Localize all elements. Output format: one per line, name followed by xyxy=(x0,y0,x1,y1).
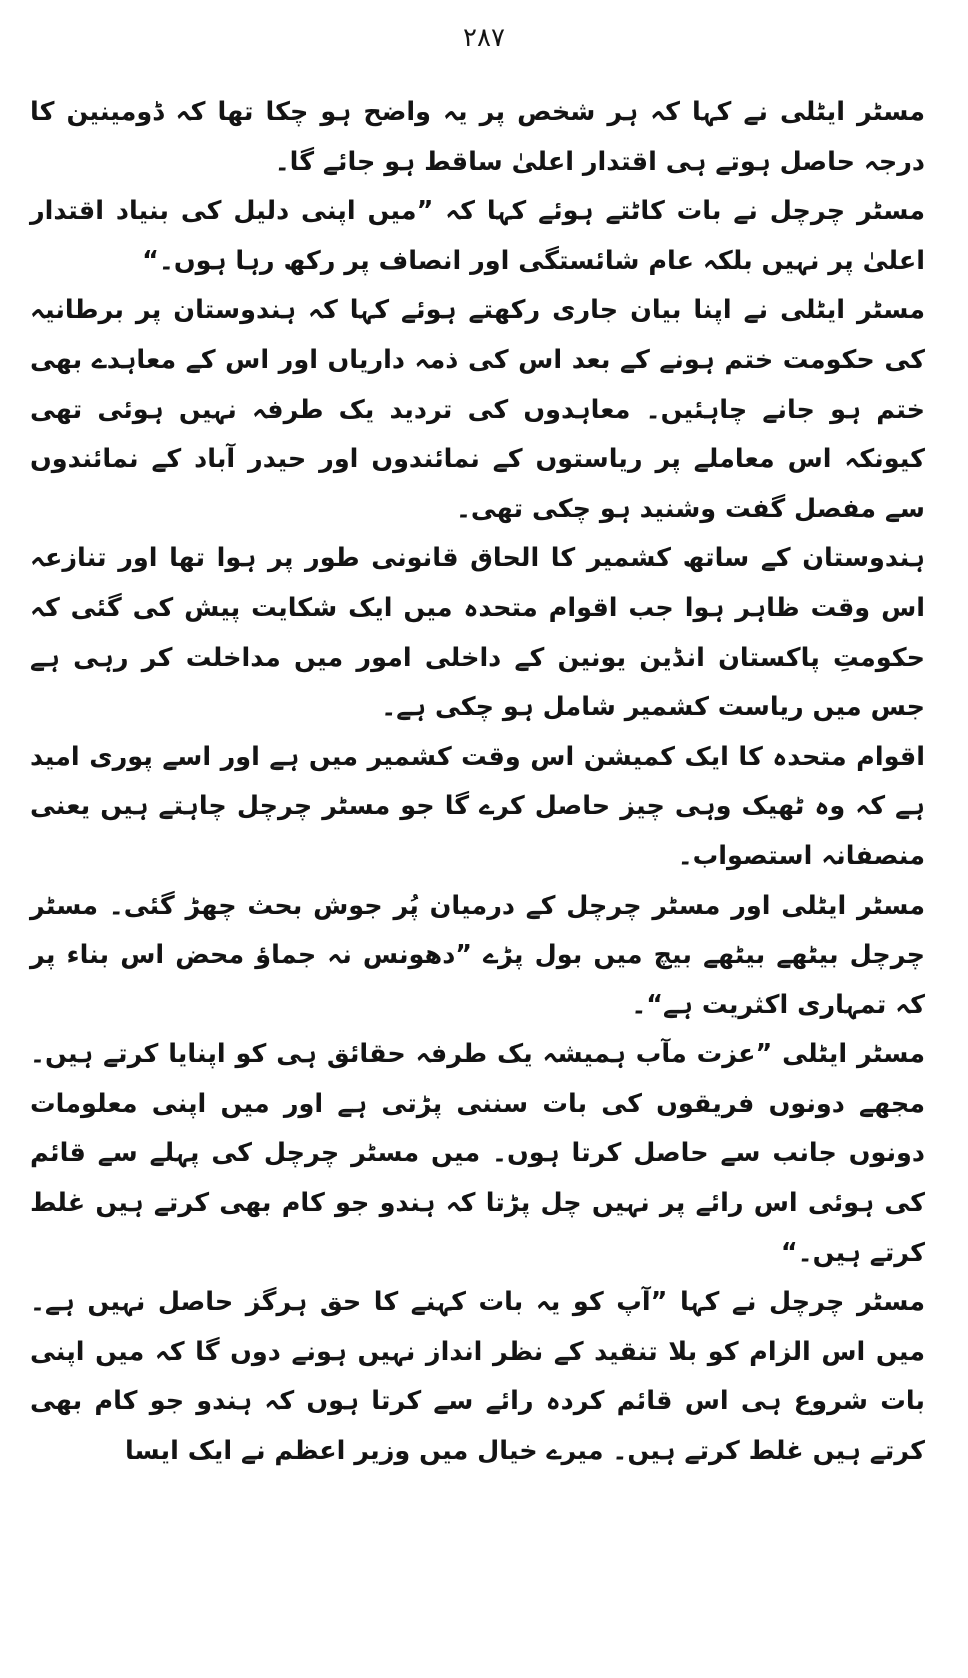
paragraph-3: مسٹر ایٹلی نے اپنا بیان جاری رکھتے ہوئے کہا کہ ہندوستان پر برطانیہ کی حکومت ختم ہونے کے بعد اس کی ذمہ داریاں اور اس کے معاہدے بھی ختم ہو جانے چاہئیں۔ معاہدوں کی تردید یک طرفہ نہیں ہوئی تھی کیونکہ اس معاملے پر ریاستوں کے نمائندوں اور حیدر آباد کے نمائندوں سے مفصل گفت وشنید ہو چکی تھی۔ xyxy=(30,295,925,524)
paragraph-6: مسٹر ایٹلی اور مسٹر چرچل کے درمیان پُر جوش بحث چھڑ گئی۔ مسٹر چرچل بیٹھے بیٹھے بیچ میں بول پڑے ”دھونس نہ جماؤ محض اس بناء پر کہ تمہاری اکثریت ہے“۔ xyxy=(30,890,925,1020)
page-body xyxy=(30,88,925,1477)
paragraph-8: مسٹر چرچل نے کہا ”آپ کو یہ بات کہنے کا حق ہرگز حاصل نہیں ہے۔ میں اس الزام کو بلا تنقید کے نظر انداز نہیں ہونے دوں گا کہ میں اپنی بات شروع ہی اس قائم کردہ رائے سے کرتا ہوں کہ ہندو جو کام بھی کرتے ہیں غلط کرتے ہیں۔ میرے خیال میں وزیر اعظم نے ایک ایسا xyxy=(30,1287,925,1467)
paragraph-5: اقوام متحدہ کا ایک کمیشن اس وقت کشمیر میں ہے اور اسے پوری امید ہے کہ وہ ٹھیک وہی چیز حاصل کرے گا جو مسٹر چرچل چاہتے ہیں یعنی منصفانہ استصواب۔ xyxy=(30,741,925,871)
paragraph-7: مسٹر ایٹلی ”عزت مآب ہمیشہ یک طرفہ حقائق ہی کو اپنایا کرتے ہیں۔ مجھے دونوں فریقوں کی بات سننی پڑتی ہے اور میں اپنی معلومات دونوں جانب سے حاصل کرتا ہوں۔ میں مسٹر چرچل کی پہلے سے قائم کی ہوئی اس رائے پر نہیں چل پڑتا کہ ہندو جو کام بھی کرتے ہیں غلط کرتے ہیں۔“ xyxy=(30,1039,925,1268)
paragraph-1: مسٹر ایٹلی نے کہا کہ ہر شخص پر یہ واضح ہو چکا تھا کہ ڈومینین کا درجہ حاصل ہوتے ہی اقتدار اعلیٰ ساقط ہو جائے گا۔ xyxy=(30,97,925,177)
paragraph-4: ہندوستان کے ساتھ کشمیر کا الحاق قانونی طور پر ہوا تھا اور تنازعہ اس وقت ظاہر ہوا جب اقوام متحدہ میں ایک شکایت پیش کی گئی کہ حکومتِ پاکستان انڈین یونین کے داخلی امور میں مداخلت کر رہی ہے جس میں ریاست کشمیر شامل ہو چکی ہے۔ xyxy=(30,543,925,723)
page-number: ۲۸۷ xyxy=(463,23,505,53)
paragraph-2: مسٹر چرچل نے بات کاٹتے ہوئے کہا کہ ”میں اپنی دلیل کی بنیاد اقتدار اعلیٰ پر نہیں بلکہ عام شائستگی اور انصاف پر رکھ رہا ہوں۔“ xyxy=(30,196,925,276)
